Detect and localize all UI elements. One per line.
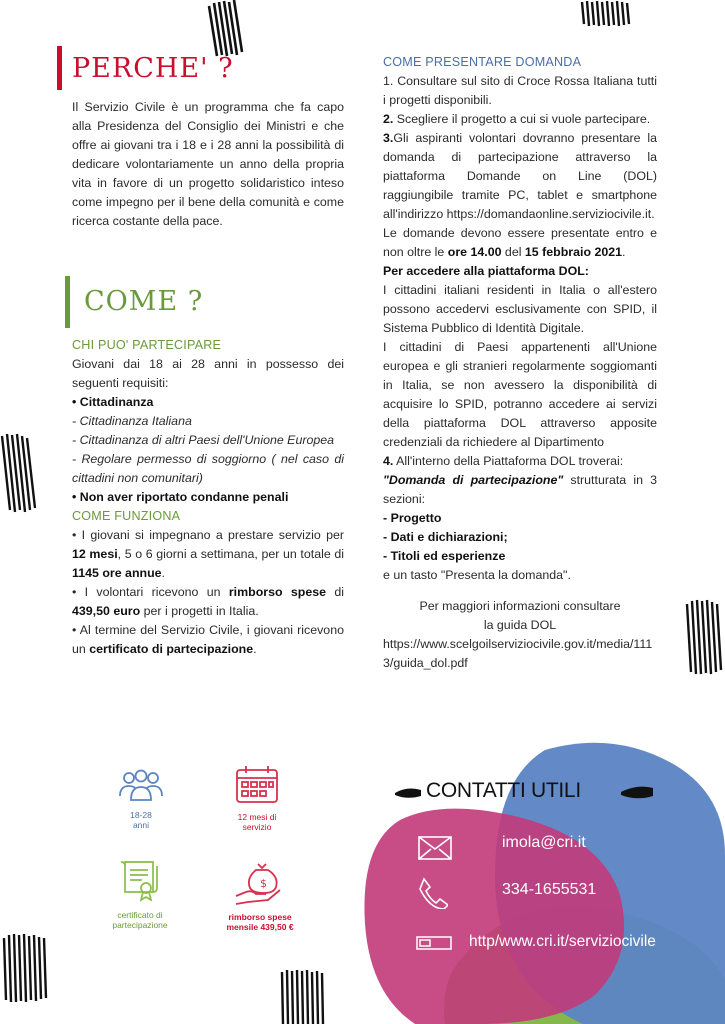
req-italiana: - Cittadinanza Italiana [72,414,192,428]
envelope-icon [418,836,452,860]
calendar-label: 12 mesi di servizio [237,812,277,832]
phone-icon [418,877,448,909]
access-stranieri: I cittadini di Paesi appartenenti all'Unione europea e gli stranieri regolarmente soggiomanti in Italia, se non avessero la disponibilità di acquisire lo SPID, potranno accedere ai servizi della piattaforma DOL attraverso apposite credenziali da richiedere al Dipartimento [383,340,657,449]
req-permesso: - Regolare permesso di soggiorno ( nel caso di cittadini non comunitari) [72,452,344,485]
step-3: 3.Gli aspiranti volontari dovranno presentare la domanda di partecipazione attraverso la piattaforma Domande on Line (DOL) raggiungibile tramite PC, tablet e smartphone all'indirizzo https://domandaonline.serviziocivile.it. [383,131,657,221]
funz-item-1: • I giovani si impegnano a prestare servizio per 12 mesi, 5 o 6 giorni a settimana, per un totale di 1145 ore annue. [72,528,345,580]
info-line-1: Per maggiori informazioni consultare [419,599,621,613]
stripe-decoration-bottom-center [278,968,330,1024]
contatti-title: CONTATTI UTILI [426,779,581,802]
req-condanne: • Non aver riportato condanne penali [72,490,289,504]
web-icon [416,936,452,950]
stripe-decoration-bottom-left [0,932,58,1004]
chi-puo-title: CHI PUO' PARTECIPARE [72,338,222,352]
chi-intro: Giovani dai 18 ai 28 anni in possesso dei seguenti requisiti: [72,357,344,390]
section-progetto: - Progetto [383,511,442,525]
contact-phone[interactable]: 334-1655531 [502,881,597,898]
stripe-decoration-top-right [578,0,638,28]
contatti-brush-left [394,786,422,800]
section-titoli: - Titoli ed esperienze [383,549,506,563]
calendar-icon [233,764,281,806]
domanda-title: COME PRESENTARE DOMANDA [383,55,582,69]
certificate-icon [115,858,165,904]
money-hand-icon [234,858,286,906]
money-label: rimborso spese mensile 439,50 € [226,912,294,932]
perche-text: Il Servizio Civile è un programma che fa capo alla Presidenza del Consiglio dei Ministri e che offre ai giovani tra i 18 e i 28 anni la possibilità di dedicare volontariamente un anno della propria vita in favore di un progetto solidaristico inteso come impegno per il bene della comunità e come ricerca costante della pace. [72,100,344,228]
svg-text:$: $ [260,877,267,890]
section-dati: - Dati e dichiarazioni; [383,530,508,544]
come-heading: COME ? [84,286,204,317]
icon-money-bag [222,858,298,932]
come-section [72,336,344,659]
contact-email[interactable]: imola@cri.it [502,834,586,851]
access-italiani: I cittadini italiani residenti in Italia o all'estero possono accedervi esclusivamente con SPID, il Sistema Pubblico di Identità Digitale. [383,283,657,335]
deadline: Le domande devono essere presentate entro e non oltre le ore 14.00 del 15 febbraio 2021. [383,226,657,259]
step-4-detail: "Domanda di partecipazione" strutturata in 3 sezioni: [383,473,658,506]
icon-calendar [226,764,288,832]
contatti-background-blobs [340,730,725,1024]
contact-web[interactable]: http/www.cri.it/serviziocivile [469,933,656,950]
req-ue: - Cittadinanza di altri Paesi dell'Unione Europea [72,433,335,447]
people-label: 18-28 anni [130,810,152,830]
come-funziona-title: COME FUNZIONA [72,509,181,523]
step-1: 1. Consultare sul sito di Croce Rossa Italiana tutti i progetti disponibili. [383,74,657,107]
info-url[interactable]: https://www.scelgoilserviziocivile.gov.it/media/1113/guida_dol.pdf [383,637,653,670]
perche-section [72,98,344,231]
stripe-decoration-right [682,598,725,676]
req-cittadinanza: • Cittadinanza [72,395,154,409]
domanda-section [383,53,657,673]
step-2: 2. Scegliere il progetto a cui si vuole partecipare. [383,112,651,126]
access-title: Per accedere alla piattaforma DOL: [383,264,589,278]
step-4: 4. All'interno della Piattaforma DOL troverai: [383,454,624,468]
contatti-brush-right [620,784,654,800]
perche-accent-bar [57,46,62,90]
funz-item-2: • I volontari ricevono un rimborso spese di 439,50 euro per i progetti in Italia. [72,585,344,618]
info-line-2: la guida DOL [483,618,557,632]
perche-heading: PERCHE' ? [72,53,234,84]
certificate-label: certificato di partecipazione [112,910,168,930]
come-accent-bar [65,276,70,328]
people-icon [116,768,166,804]
presenta-tasto: e un tasto "Presenta la domanda". [383,568,571,582]
icon-people-group [110,768,172,830]
icon-certificate [106,858,174,930]
stripe-decoration-left [0,432,40,514]
stripe-decoration-top-left [205,0,245,58]
funz-item-3: • Al termine del Servizio Civile, i giovani ricevono un certificato di partecipazione. [72,623,344,656]
